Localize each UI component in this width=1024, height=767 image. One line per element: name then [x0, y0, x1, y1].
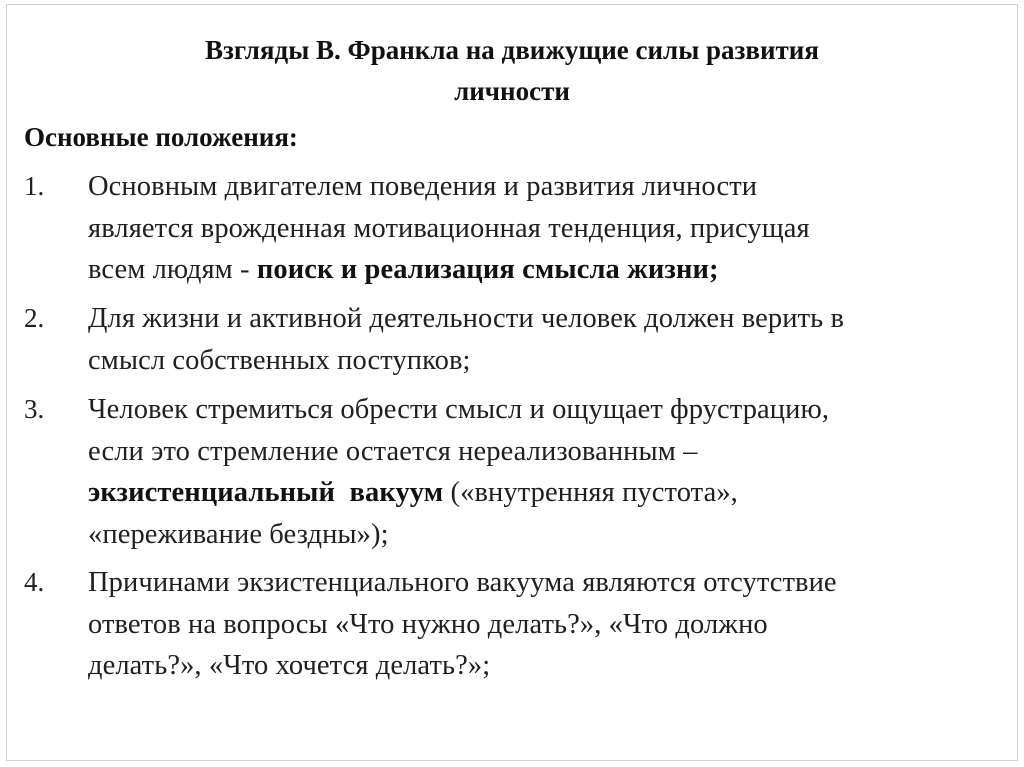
text-line — [88, 562, 998, 604]
item-text — [88, 389, 998, 555]
text-plain: если это стремление остается нереализованным – — [88, 435, 698, 467]
text-plain: Причинами экзистенциального вакуума являются отсутствие — [88, 567, 837, 598]
text-line — [88, 340, 998, 382]
text-bold: экзистенциальный вакуум — [88, 477, 444, 508]
item-text — [88, 562, 998, 687]
text-plain: Для жизни и активной деятельности человек должен верить в — [88, 303, 845, 334]
text-line — [88, 514, 998, 556]
text-line — [88, 208, 998, 250]
slide-title — [0, 30, 1024, 112]
section-heading: Основные положения: — [24, 122, 298, 152]
text-line — [88, 298, 998, 340]
text-plain: («внутренняя пустота», — [443, 477, 738, 508]
text-plain: всем людям - — [88, 254, 257, 285]
text-plain: является врожденная мотивационная тенденция, присущая — [88, 212, 810, 244]
item-text — [88, 298, 998, 381]
title-line-2: личности — [454, 76, 570, 106]
item-number: 3. — [24, 394, 45, 424]
text-plain: Человек стремиться обрести смысл и ощущает фрустрацию, — [88, 394, 830, 425]
text-plain: смысл собственных поступков; — [88, 344, 471, 376]
text-bold: поиск и реализация смысла жизни; — [256, 254, 719, 285]
text-line — [88, 604, 998, 646]
text-line — [88, 166, 998, 208]
text-line — [88, 645, 998, 687]
item-number: 2. — [24, 303, 45, 333]
text-plain: делать?», «Что хочется делать?»; — [88, 650, 491, 681]
title-line-1: Взгляды В. Франкла на движущие силы развития — [205, 35, 819, 65]
item-text — [88, 166, 998, 291]
text-line — [88, 472, 998, 514]
text-line — [88, 431, 998, 473]
item-number: 4. — [24, 567, 45, 597]
text-plain: ответов на вопросы «Что нужно делать?», «Что должно — [88, 608, 768, 640]
text-line — [88, 249, 998, 291]
text-plain: «переживание бездны»); — [88, 518, 389, 550]
text-plain: Основным двигателем поведения и развития личности — [88, 171, 758, 202]
text-line — [88, 389, 998, 431]
item-number: 1. — [24, 171, 45, 201]
